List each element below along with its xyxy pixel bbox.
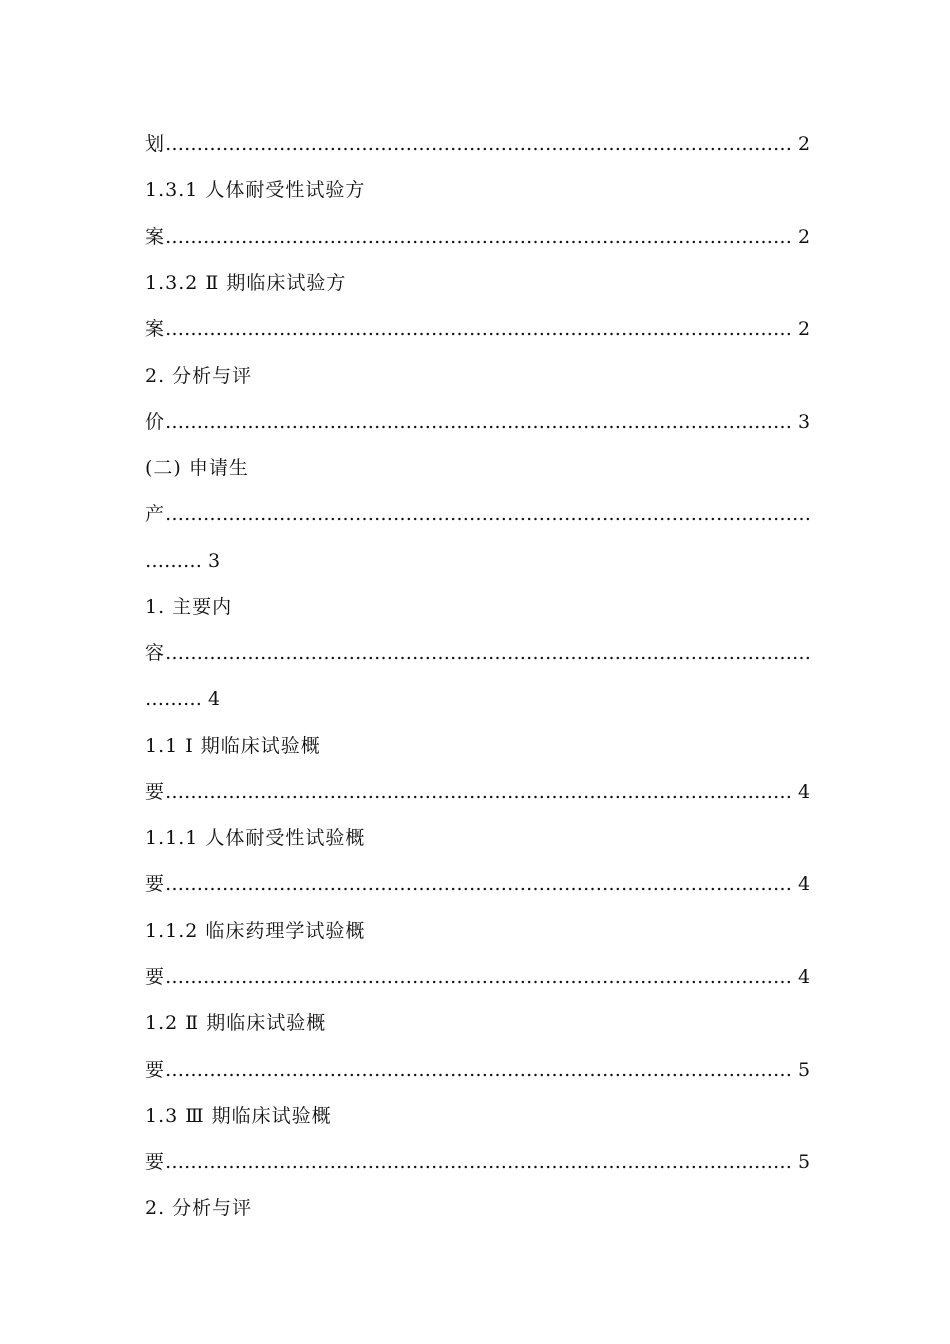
toc-text: (二) 申请生 xyxy=(145,457,249,479)
toc-line xyxy=(145,132,811,156)
toc-line xyxy=(145,271,346,295)
toc-leader: ………………………………………………………………………………………… xyxy=(165,503,812,525)
toc-line xyxy=(145,734,321,758)
toc-leader: ……………………………………………………………………………………… xyxy=(165,781,793,803)
toc-page-number: 5 xyxy=(798,1059,812,1081)
toc-line xyxy=(145,965,811,989)
toc-leader: ……… xyxy=(145,550,202,572)
toc-text: 1.3.2 Ⅱ 期临床试验方 xyxy=(145,272,347,294)
toc-leader: ……… xyxy=(145,688,202,710)
toc-page-number: 4 xyxy=(208,688,222,710)
toc-text: 1.1.2 临床药理学试验概 xyxy=(145,920,366,942)
toc-line xyxy=(145,780,811,804)
toc-line xyxy=(145,595,232,619)
toc-line xyxy=(145,502,811,526)
toc-line xyxy=(145,1058,811,1082)
toc-text: 要 xyxy=(145,781,166,803)
toc-text: 要 xyxy=(145,966,166,988)
toc-text: 容 xyxy=(145,642,166,664)
toc-text: 1.1.1 人体耐受性试验概 xyxy=(145,827,366,849)
toc-text: 产 xyxy=(145,503,166,525)
toc-text: 1.3 Ⅲ 期临床试验概 xyxy=(145,1105,332,1127)
toc-page-number: 4 xyxy=(798,781,812,803)
toc-leader: ……………………………………………………………………………………… xyxy=(165,318,793,340)
toc-text: 价 xyxy=(145,411,166,433)
toc-text: 要 xyxy=(145,873,166,895)
toc-page-number: 2 xyxy=(798,318,812,340)
toc-page-number: 3 xyxy=(208,550,222,572)
toc-leader: ………………………………………………………………………………………… xyxy=(165,642,812,664)
toc-line xyxy=(145,317,811,341)
toc-leader: ……………………………………………………………………………………… xyxy=(165,873,793,895)
toc-text: 1.1 Ⅰ 期临床试验概 xyxy=(145,735,321,757)
toc-line xyxy=(145,410,811,434)
toc-page-number: 2 xyxy=(798,133,812,155)
toc-line xyxy=(145,1011,326,1035)
toc-line xyxy=(145,872,811,896)
toc-page-number: 3 xyxy=(798,411,812,433)
toc-line xyxy=(145,687,221,711)
toc-text: 案 xyxy=(145,226,166,248)
toc-line xyxy=(145,1150,811,1174)
toc-page-number: 4 xyxy=(798,873,812,895)
toc-page-number: 2 xyxy=(798,226,812,248)
toc-leader: ……………………………………………………………………………………… xyxy=(165,226,793,248)
toc-page-number: 5 xyxy=(798,1151,812,1173)
toc-leader: ……………………………………………………………………………………… xyxy=(165,411,793,433)
toc-text: 1.3.1 人体耐受性试验方 xyxy=(145,179,366,201)
toc-leader: ……………………………………………………………………………………… xyxy=(165,966,793,988)
toc-line xyxy=(145,364,252,388)
toc-line xyxy=(145,549,221,573)
toc-line xyxy=(145,225,811,249)
toc-line xyxy=(145,1196,252,1220)
toc-text: 划 xyxy=(145,133,166,155)
toc-leader: ……………………………………………………………………………………… xyxy=(165,1151,793,1173)
toc-line xyxy=(145,826,365,850)
toc-text: 要 xyxy=(145,1151,166,1173)
toc-line xyxy=(145,1104,332,1128)
toc-text: 2. 分析与评 xyxy=(145,1197,253,1219)
toc-text: 1. 主要内 xyxy=(145,596,233,618)
toc-leader: ……………………………………………………………………………………… xyxy=(165,133,793,155)
toc-line xyxy=(145,919,365,943)
toc-page-number: 4 xyxy=(798,966,812,988)
toc-text: 要 xyxy=(145,1059,166,1081)
toc-text: 1.2 Ⅱ 期临床试验概 xyxy=(145,1012,327,1034)
toc-line xyxy=(145,641,811,665)
toc-line xyxy=(145,456,249,480)
toc-line xyxy=(145,178,365,202)
toc-leader: ……………………………………………………………………………………… xyxy=(165,1059,793,1081)
toc-text: 2. 分析与评 xyxy=(145,365,253,387)
toc-text: 案 xyxy=(145,318,166,340)
